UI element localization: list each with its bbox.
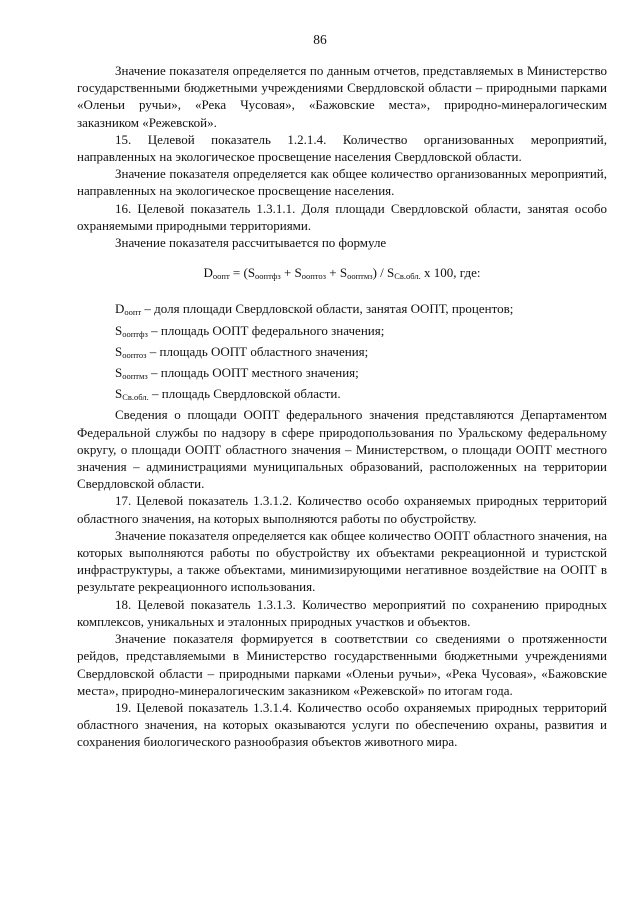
definition-subscript: Св.обл.: [122, 392, 149, 403]
formula-lhs-sub: оопт: [212, 271, 230, 282]
formula-div: ) / S: [372, 265, 395, 281]
paragraph-3: Значение показателя определяется как общее количество организованных мероприятий, направленных на экологическое просвещение населения.: [77, 166, 607, 199]
definition-symbol: S: [115, 365, 123, 381]
formula-open: = (S: [229, 265, 256, 281]
paragraph-5: Значение показателя рассчитывается по формуле: [115, 235, 387, 251]
paragraph-6: Сведения о площади ООПТ федерального значения представляются Департаментом Федеральной службы по надзору в сфере природопользования по Уральскому федеральному округу, о площади ООПТ областного значения – Министерством, о площади ООПТ местного значения – администрациями муниципальных образований, расположенных на территории Свердловской области.: [77, 407, 607, 492]
definition-3: [77, 343, 607, 364]
paragraph-7: 17. Целевой показатель 1.3.1.2. Количество особо охраняемых природных территорий областного значения, на которых выполняются работы по обустройству.: [77, 493, 607, 526]
definition-text: – площадь Свердловской области.: [148, 386, 341, 402]
paragraph-8: Значение показателя определяется как общее количество ООПТ областного значения, на которых выполняются работы по обустройству их объектами рекреационной и туристской инфраструктуры, а также объектами, минимизирующими негативное воздействие на ООПТ в результате рекреационного использования.: [77, 527, 607, 595]
definition-5: [77, 385, 607, 406]
paragraph-10: Значение показателя формируется в соответствии со сведениями о протяженности рейдов, представляемыми в Министерство государственными бюджетными учреждениями Свердловской области – природными парками «Оленьи ручьи», «Река Чусовая», «Бажовские места», природно-минералогическим заказником «Режевской» по итогам года.: [77, 631, 607, 698]
formula-plus2: + S: [326, 265, 348, 281]
definition-text: – доля площади Свердловской области, занятая ООПТ, процентов;: [141, 301, 514, 317]
definition-text: – площадь ООПТ областного значения;: [146, 343, 369, 359]
paragraph-9: 18. Целевой показатель 1.3.1.3. Количество мероприятий по сохранению природных комплексов, уникальных и эталонных природных участков и объектов.: [77, 596, 607, 629]
formula-term3-sub: ооптмз: [347, 271, 373, 282]
formula: [77, 264, 607, 285]
definition-1: [77, 300, 607, 321]
paragraph-11: 19. Целевой показатель 1.3.1.4. Количество особо охраняемых природных территорий областного значения, на которых оказываются услуги по обеспечению охраны, развития и сохранения биологического разнообразия объектов животного мира.: [77, 699, 607, 750]
paragraph-4: 16. Целевой показатель 1.3.1.1. Доля площади Свердловской области, занятая особо охраняемыми природными территориями.: [77, 200, 607, 233]
paragraph-2: 15. Целевой показатель 1.2.1.4. Количество организованных мероприятий, направленных на экологическое просвещение населения Свердловской области.: [77, 131, 607, 165]
definition-symbol: D: [115, 301, 125, 317]
formula-tail: х 100, где:: [420, 265, 481, 281]
definition-subscript: ооптфз: [122, 328, 148, 339]
formula-term2-sub: ооптоз: [301, 271, 327, 282]
formula-plus1: + S: [280, 265, 302, 281]
definition-symbol: S: [115, 322, 123, 338]
formula-term4-sub: Св.обл.: [394, 271, 421, 282]
definition-symbol: S: [115, 386, 123, 402]
definition-subscript: оопт: [124, 307, 142, 318]
definition-text: – площадь ООПТ местного значения;: [147, 365, 359, 381]
formula-term1-sub: ооптфз: [255, 271, 281, 282]
definition-text: – площадь ООПТ федерального значения;: [147, 322, 385, 338]
definition-subscript: ооптмз: [122, 371, 148, 382]
paragraph-1: Значение показателя определяется по данным отчетов, представляемых в Министерство государственными бюджетными учреждениями Свердловской области – природными парками «Оленьи ручьи», «Река Чусовая», «Бажовские места», природно-минералогическим заказником «Режевской».: [77, 63, 607, 130]
formula-lhs: D: [203, 265, 213, 281]
definition-subscript: ооптоз: [122, 349, 147, 360]
page-number: 86: [313, 32, 327, 47]
definition-2: [77, 322, 607, 343]
page-content: [77, 62, 607, 751]
definition-symbol: S: [115, 343, 123, 359]
definition-4: [77, 364, 607, 385]
